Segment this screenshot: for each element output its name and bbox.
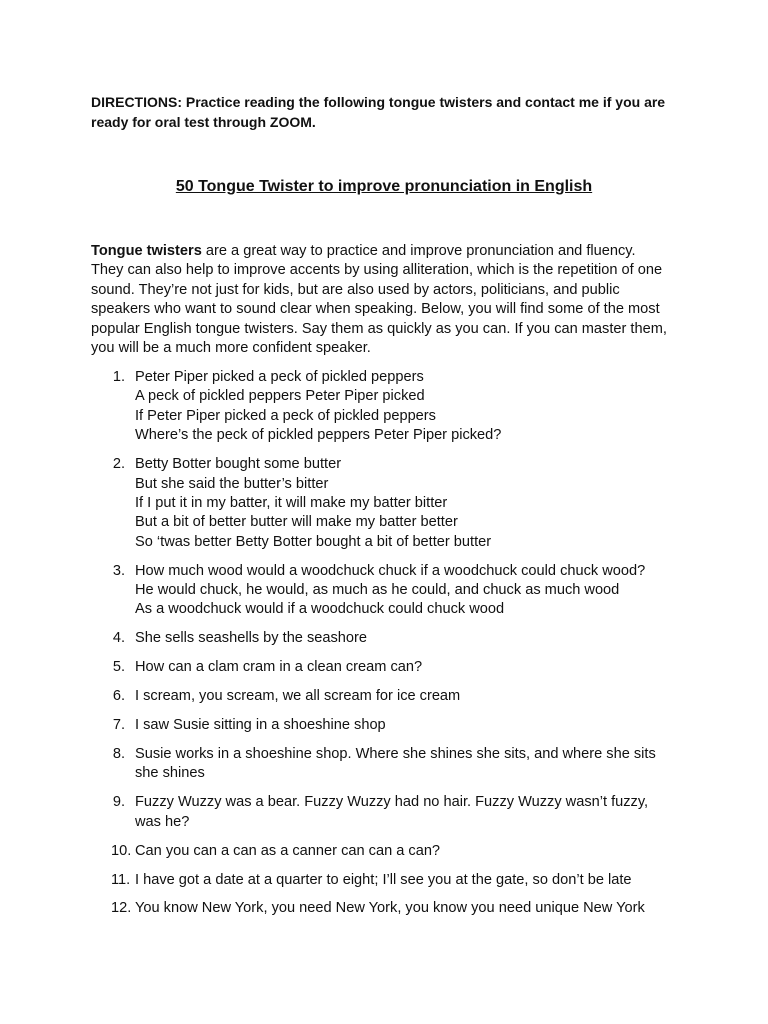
list-item-line: was he?	[135, 813, 190, 830]
list-item-number: 1.	[112, 369, 125, 385]
list-item-line: I have got a date at a quarter to eight; I’ll see you at the gate, so don’t be late	[135, 871, 632, 888]
list-item-line: How much wood would a woodchuck chuck if a woodchuck could chuck wood?	[135, 562, 646, 579]
list-item-line: A peck of pickled peppers Peter Piper picked	[135, 388, 425, 405]
list-item	[91, 745, 691, 784]
page-title: 50 Tongue Twister to improve pronunciation in English	[175, 178, 593, 195]
list-item	[91, 455, 691, 552]
list-item-line: If Peter Piper picked a peck of pickled peppers	[135, 407, 436, 424]
directions-body: Practice reading the following tongue twisters and contact me if you are ready for oral test through ZOOM.	[91, 94, 666, 130]
list-item	[91, 658, 691, 677]
directions-text	[91, 92, 691, 132]
list-item-line: But she said the butter’s bitter	[135, 475, 329, 492]
directions-label: DIRECTIONS:	[91, 94, 182, 110]
list-item	[91, 793, 691, 832]
list-item-line: Can you can a can as a canner can can a can?	[135, 842, 441, 859]
list-item-line: So ‘twas better Betty Botter bought a bit of better butter	[135, 533, 492, 550]
list-item-number: 10.	[111, 842, 132, 859]
list-item-number: 3.	[112, 562, 125, 579]
list-item-line: You know New York, you need New York, you know you need unique New York	[135, 900, 645, 917]
list-item-number: 11.	[111, 871, 131, 888]
list-item-number: 4.	[112, 630, 125, 647]
list-item-number: 12.	[111, 900, 132, 917]
list-item-line: I saw Susie sitting in a shoeshine shop	[135, 717, 386, 734]
list-item	[91, 629, 691, 648]
list-item-line: Fuzzy Wuzzy was a bear. Fuzzy Wuzzy had no hair. Fuzzy Wuzzy wasn’t fuzzy,	[135, 794, 649, 811]
list-item	[91, 687, 691, 706]
list-item-line: Where’s the peck of pickled peppers Peter Piper picked?	[135, 427, 502, 444]
list-item	[91, 368, 691, 446]
list-item-line: She sells seashells by the seashore	[135, 630, 368, 647]
intro-bold-lead: Tongue twisters	[91, 243, 202, 259]
list-item-line: If I put it in my batter, it will make my batter bitter	[135, 494, 448, 511]
list-item-number: 6.	[112, 688, 125, 705]
list-item	[91, 716, 691, 735]
list-item-line: Peter Piper picked a peck of pickled peppers	[135, 369, 424, 385]
list-item-line: But a bit of better butter will make my batter better	[135, 514, 458, 531]
intro-paragraph	[91, 242, 671, 358]
tongue-twister-list	[91, 368, 691, 928]
list-item-line: How can a clam cram in a clean cream can?	[135, 659, 423, 676]
list-item-number: 7.	[112, 717, 125, 734]
list-item	[91, 899, 691, 918]
list-item-number: 2.	[112, 456, 125, 473]
list-item-number: 5.	[112, 659, 125, 676]
list-item	[91, 562, 691, 620]
list-item-line: I scream, you scream, we all scream for ice cream	[135, 688, 461, 705]
list-item	[91, 871, 691, 890]
list-item-line: He would chuck, he would, as much as he could, and chuck as much wood	[135, 582, 620, 599]
list-item-line: As a woodchuck would if a woodchuck could chuck wood	[135, 601, 505, 618]
intro-body: are a great way to practice and improve pronunciation and fluency. They can also help to improve accents by using alliteration, which is the repetition of one sound. They’re not just for kids, but are also used by actors, politicians, and public speakers who want to sound clear when speaking. Below, you will find some of the most popular English tongue twisters. Say them as quickly as you can. If you can master them, you will be a much more confident speaker.	[91, 243, 667, 357]
list-item-line: she shines	[135, 765, 205, 782]
list-item-number: 8.	[112, 746, 125, 762]
list-item-number: 9.	[112, 794, 125, 811]
list-item-line: Susie works in a shoeshine shop. Where she shines she sits, and where she sits	[135, 746, 656, 762]
list-item	[91, 842, 691, 861]
list-item-line: Betty Botter bought some butter	[135, 456, 342, 473]
